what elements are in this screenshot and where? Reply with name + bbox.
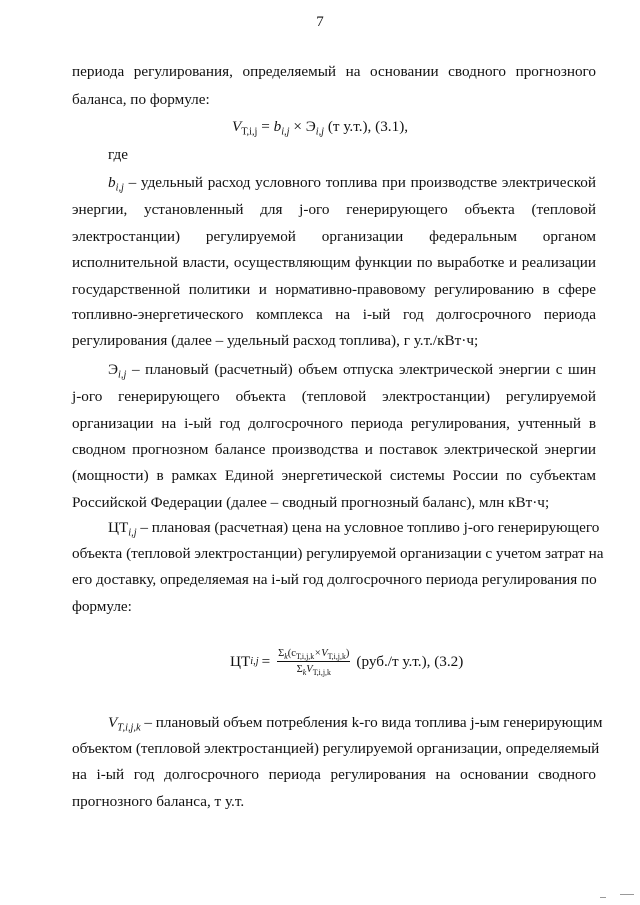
formula-sub: i,j: [128, 527, 137, 539]
formula-sub: i,j: [281, 126, 290, 138]
paragraph-line: его доставку, определяемая на i-ый год долгосрочного периода регулирования по: [72, 571, 597, 588]
formula-var: V: [108, 714, 118, 731]
definition-text: – плановый объем потребления k-го вида топлива j-ым генерирующим: [140, 714, 603, 731]
formula-sub: i,j: [115, 182, 124, 194]
definition-v: [108, 713, 603, 734]
formula-text: ): [345, 648, 350, 659]
where-label: где: [108, 146, 128, 163]
formula-sub: i,j: [315, 126, 325, 138]
formula-text: ×V: [314, 648, 328, 659]
definition-b: [108, 173, 596, 193]
sum-symbol: Σ: [278, 648, 285, 659]
formula-sub: i,j: [118, 369, 127, 381]
formula-3-1: [0, 117, 640, 137]
paragraph-line: периода регулирования, определяемый на основании сводного прогнозного: [72, 63, 596, 80]
paragraph-line: сводном прогнозном балансе производства и поставок электрической энергии: [72, 441, 596, 458]
paragraph-line: объекта (тепловой электростанции) регулируемой организации с учетом затрат на: [72, 545, 604, 562]
formula-sub: k: [284, 651, 288, 661]
paragraph-line: топливно-энергетического комплекса на i-ый год долгосрочного периода: [72, 306, 596, 323]
paragraph-line: электростанции) регулируемой организации федеральным органом: [72, 228, 596, 245]
formula-var: V: [231, 118, 242, 135]
definition-text: – плановая (расчетная) цена на условное топливо j-ого генерирующего: [136, 519, 600, 536]
formula-operator: =: [257, 118, 274, 135]
paragraph-line: Российской Федерации (далее – сводный прогнозный баланс), млн кВт·ч;: [72, 494, 550, 511]
formula-operator: =: [261, 653, 271, 670]
scan-artifact: [620, 894, 634, 895]
definition-text: – плановый (расчетный) объем отпуска электрической энергии с шин: [126, 361, 596, 378]
formula-text: (c: [287, 648, 296, 659]
paragraph-line: (мощности) в рамках Единой энергетической системы России по субъектам: [72, 467, 596, 484]
formula-sub: Т,i,j,k: [117, 722, 141, 734]
formula-tail: (руб./т у.т.), (3.2): [356, 653, 464, 670]
formula-sub: Т,i,j,k: [327, 651, 346, 661]
formula-var: Э: [108, 361, 119, 378]
page-number: 7: [316, 14, 324, 30]
paragraph-line: организации на i-ый год долгосрочного периода регулирования, учтенный в: [72, 415, 596, 432]
definition-e: [108, 360, 596, 380]
paragraph-line: государственной политики и нормативно-правовому регулированию в сфере: [72, 281, 596, 298]
fraction-denominator: [297, 662, 331, 676]
formula-var: Э: [305, 118, 316, 135]
sum-symbol: Σ: [296, 664, 303, 675]
formula-var: V: [306, 664, 313, 675]
paragraph-line: прогнозного баланса, т у.т.: [72, 793, 245, 810]
formula-var: ЦТ: [108, 519, 129, 536]
fraction-numerator: [277, 648, 350, 662]
paragraph-line: исполнительной власти, осуществляющим функции по выработке и реализации: [72, 254, 596, 271]
formula-3-2: ЦТ i,j = $\frac{\Sigma_k(c_{Т,i,j,k}\times V_{Т,i,j,k})}{\Sigma_kV_{Т,i,j,k}}$ (руб./т у.т.), (3.2): [230, 648, 464, 677]
formula-sub: Т,i,j: [241, 126, 258, 138]
formula-sub: Т,i,j,k: [312, 667, 331, 677]
definition-text: – удельный расход условного топлива при производстве электрической: [123, 174, 596, 191]
formula-tail: (т у.т.), (3.1),: [324, 118, 409, 135]
formula-var: ЦТ: [230, 653, 251, 670]
paragraph-line: объектом (тепловой электростанцией) регулируемой организации, определяемый: [72, 740, 600, 757]
formula-operator: ×: [289, 118, 306, 135]
paragraph-line: регулирования (далее – удельный расход топлива), г у.т./кВт·ч;: [72, 332, 479, 349]
paragraph-line: j-ого генерирующего объекта (тепловой электростанции) регулируемой: [72, 388, 596, 405]
paragraph-line: баланса, по формуле:: [72, 91, 210, 108]
formula-var: b: [273, 118, 282, 135]
paragraph-line: формуле:: [72, 598, 132, 615]
paragraph-line: на i-ый год долгосрочного периода регулирования на основании сводного: [72, 766, 596, 783]
definition-ct: [108, 518, 600, 539]
paragraph-line: энергии, установленный для j-ого генерирующего объекта (тепловой: [72, 201, 596, 218]
formula-sub: Т,i,j,k: [295, 651, 315, 661]
formula-sub: k: [302, 667, 307, 677]
scan-artifact: [600, 897, 606, 898]
formula-fraction: [277, 648, 350, 676]
formula-var: b: [108, 174, 116, 191]
